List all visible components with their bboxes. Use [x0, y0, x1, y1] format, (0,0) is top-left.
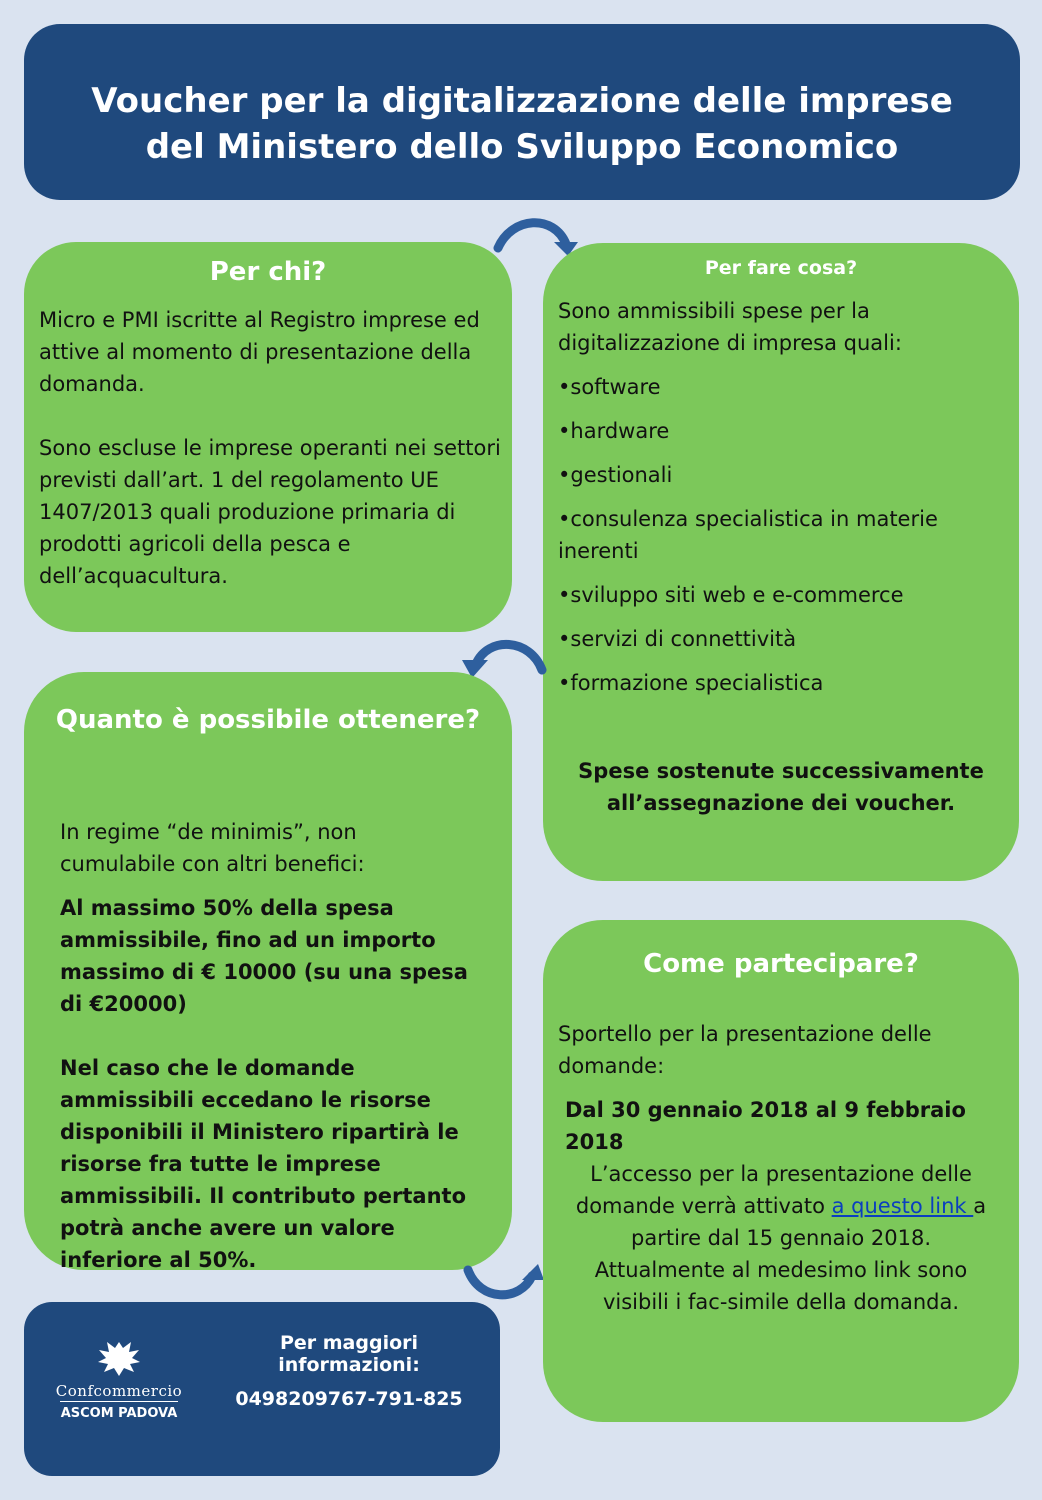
per-chi-heading: Per chi? — [209, 257, 327, 287]
expense-list-item: • software — [558, 371, 998, 403]
expense-list — [558, 371, 998, 711]
per-chi-paragraph-2: Sono escluse le imprese operanti nei settori previsti dall’art. 1 del regolamento UE 1407/2013 quali produzione primaria di prodotti agricoli della pesca e dell’acquacultura. — [39, 436, 501, 588]
come-intro: Sportello per la presentazione delle domande: — [558, 1022, 932, 1078]
expense-list-item: • consulenza specialistica in materie inerenti — [558, 503, 998, 567]
title-banner — [24, 24, 1020, 200]
info-phone: 0498209767-791-825 — [235, 1388, 463, 1410]
confcommercio-logo — [38, 1338, 200, 1430]
per-chi-panel — [24, 242, 512, 632]
quanto-panel — [24, 672, 512, 1270]
quanto-heading: Quanto è possibile ottenere? — [55, 705, 481, 735]
come-heading: Come partecipare? — [643, 949, 919, 979]
expense-list-item: • sviluppo siti web e e-commerce — [558, 579, 998, 611]
per-fare-cosa-intro: Sono ammissibili spese per la digitalizzazione di impresa quali: — [558, 299, 902, 355]
logo-name: Confcommercio — [55, 1382, 183, 1400]
per-chi-paragraph-1: Micro e PMI iscritte al Registro imprese ed attive al momento di presentazione della domanda. — [39, 308, 480, 396]
expense-list-item: • hardware — [558, 415, 998, 447]
come-dates: Dal 30 gennaio 2018 al 9 febbraio 2018 — [565, 1098, 966, 1154]
quanto-amount-text: Al massimo 50% della spesa ammissibile, fino ad un importo massimo di € 10000 (su una spesa di €20000) — [60, 896, 468, 1016]
page-title — [24, 78, 1020, 170]
expense-list-item: • gestionali — [558, 459, 998, 491]
logo-divider — [60, 1401, 178, 1402]
quanto-distribution-text: Nel caso che le domande ammissibili eccedano le risorse disponibili il Ministero ripartirà le risorse fra tutte le imprese ammissibili. Il contributo pertanto potrà anche avere un valore inferiore al 50%. — [60, 1056, 467, 1272]
per-fare-cosa-heading: Per fare cosa? — [704, 257, 858, 279]
per-fare-cosa-panel — [543, 243, 1019, 881]
info-box — [24, 1302, 500, 1476]
quanto-intro: In regime “de minimis”, non cumulabile con altri benefici: — [60, 820, 365, 876]
title-line-1: Voucher per la digitalizzazione delle imprese — [91, 81, 953, 121]
title-line-2: del Ministero dello Sviluppo Economico — [145, 127, 899, 167]
come-partecipare-panel — [543, 920, 1019, 1422]
come-access-after: a partire dal 15 gennaio 2018. Attualmente al medesimo link sono visibili i fac-simile della domanda. — [594, 1194, 987, 1314]
expense-list-item: • servizi di connettività — [558, 623, 998, 655]
curved-arrow-icon — [490, 212, 580, 258]
curved-arrow-icon — [458, 1262, 548, 1306]
come-access-before: L’accesso per la presentazione delle domande verrà attivato — [575, 1162, 972, 1218]
come-access-text — [563, 1158, 999, 1318]
info-heading: Per maggiori informazioni: — [278, 1332, 420, 1376]
questo-link[interactable]: a questo link — [831, 1194, 974, 1218]
curved-arrow-icon — [460, 632, 550, 680]
per-fare-cosa-note: Spese sostenute successivamente all’assegnazione dei voucher. — [578, 759, 984, 815]
eagle-icon — [94, 1338, 144, 1378]
logo-subtitle: ASCOM PADOVA — [60, 1406, 178, 1421]
expense-list-item: • formazione specialistica — [558, 667, 998, 699]
